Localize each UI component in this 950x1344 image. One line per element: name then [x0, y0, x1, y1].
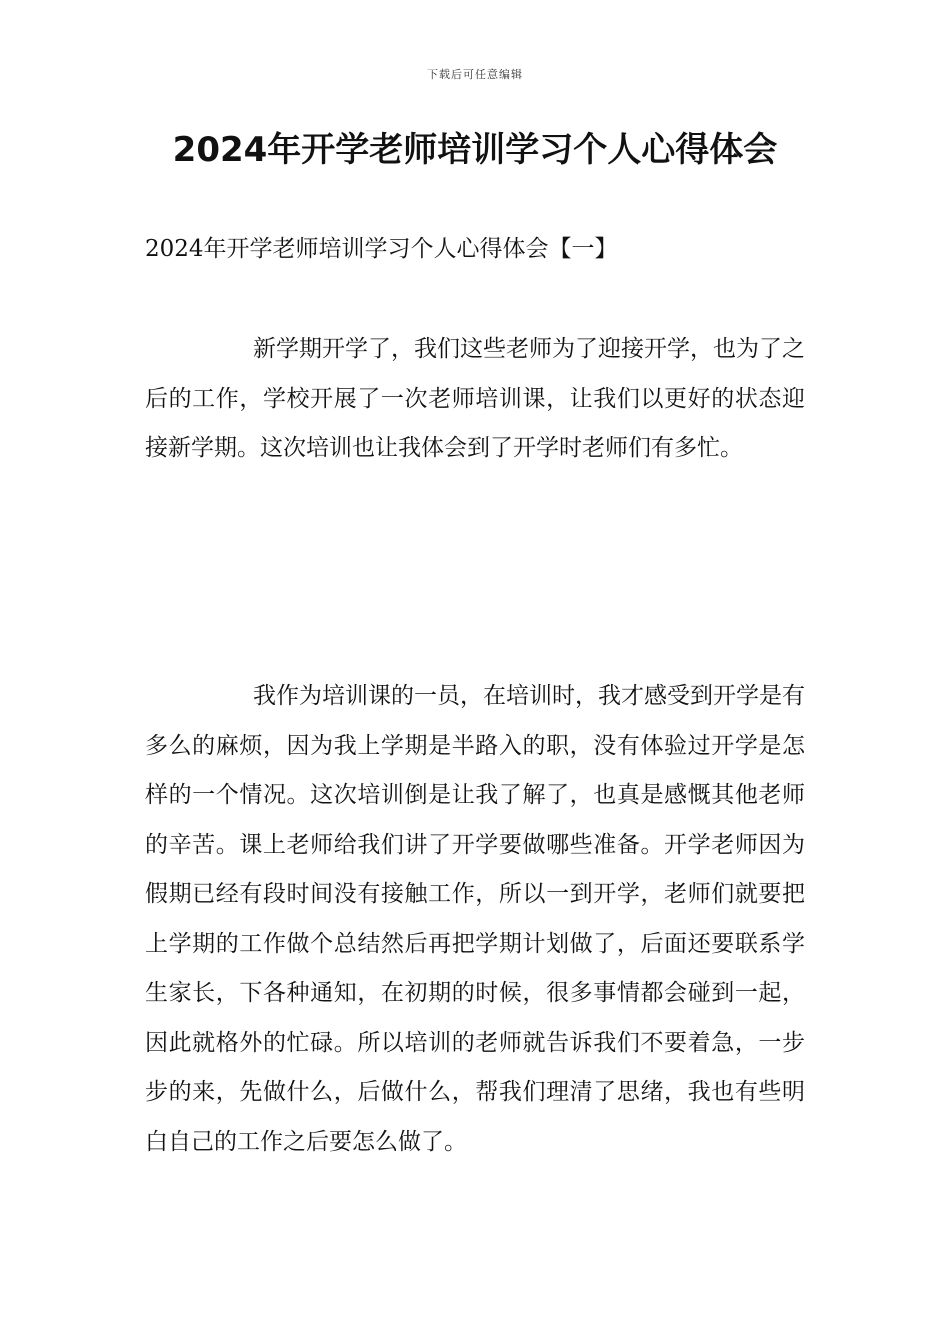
- header-note: 下载后可任意编辑: [427, 68, 523, 81]
- body-paragraph-2: 我作为培训课的一员，在培训时，我才感受到开学是有多么的麻烦，因为我上学期是半路入的职，没有体验过开学是怎样的一个情况。这次培训倒是让我了解了，也真是感慨其他老师的辛苦。课上老师给我们讲了开学要做哪些准备。开学老师因为假期已经有段时间没有接触工作，所以一到开学，老师们就要把上学期的工作做个总结然后再把学期计划做了，后面还要联系学生家长，下各种通知，在初期的时候，很多事情都会碰到一起，因此就格外的忙碌。所以培训的老师就告诉我们不要着急，一步步的来，先做什么，后做什么，帮我们理清了思绪，我也有些明白自己的工作之后要怎么做了。: [145, 683, 805, 1155]
- body-paragraph-1: 新学期开学了，我们这些老师为了迎接开学，也为了之后的工作，学校开展了一次老师培训课，让我们以更好的状态迎接新学期。这次培训也让我体会到了开学时老师们有多忙。: [145, 336, 805, 461]
- section-heading: 2024年开学老师培训学习个人心得体会【一】: [145, 236, 618, 262]
- document-title: 2024年开学老师培训学习个人心得体会: [172, 130, 778, 170]
